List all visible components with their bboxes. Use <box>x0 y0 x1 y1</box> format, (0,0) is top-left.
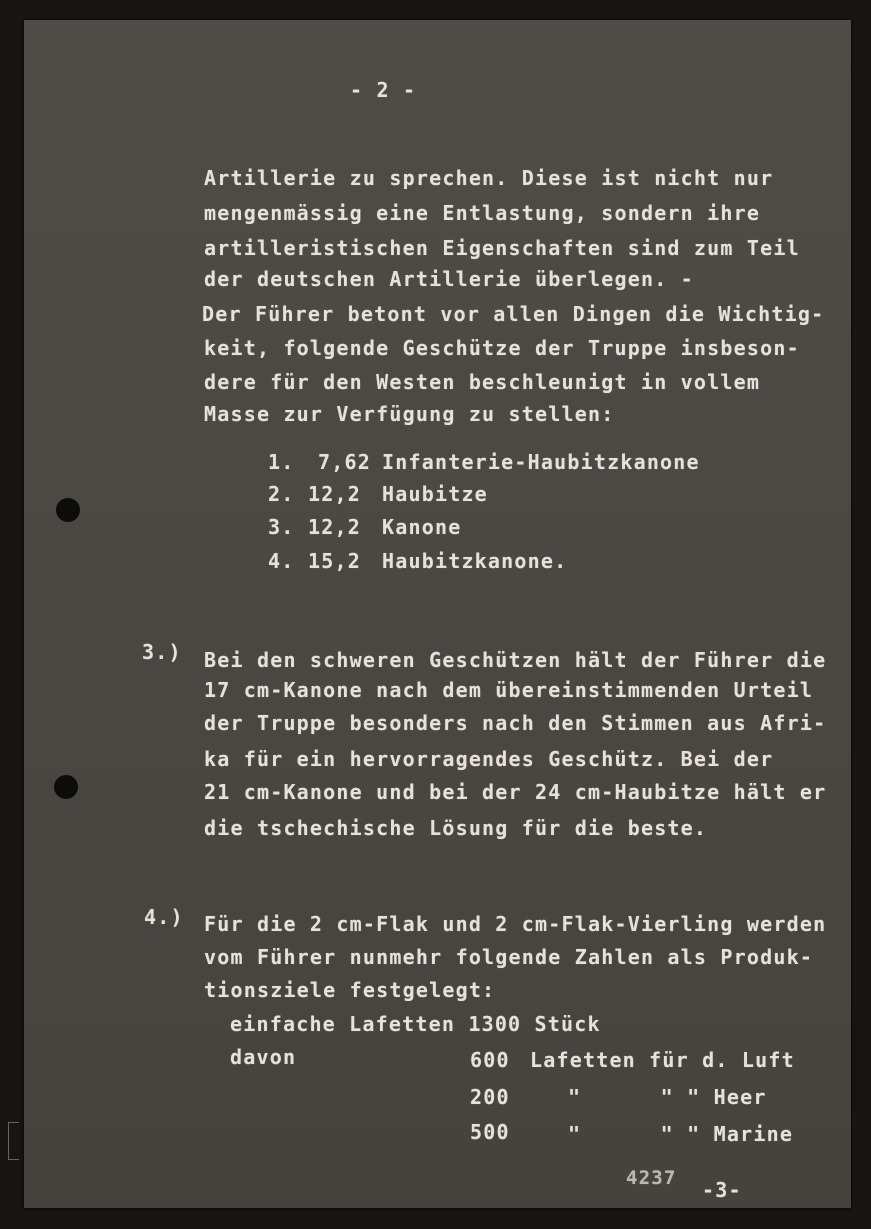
intro-line: dere für den Westen beschleunigt in vollem <box>204 370 761 394</box>
section-3-line: 17 cm-Kanone nach dem übereinstimmenden Urteil <box>204 678 814 702</box>
gun-name: Haubitzkanone. <box>382 549 568 573</box>
gun-name: Kanone <box>382 515 462 539</box>
punch-hole-bottom <box>54 775 78 799</box>
archive-stamp: 4237 <box>626 1167 677 1189</box>
gun-name: Haubitze <box>382 482 488 506</box>
gun-number: 1. <box>268 450 295 474</box>
intro-line: keit, folgende Geschütze der Truppe insbeson- <box>204 336 800 360</box>
production-qty: 600 <box>470 1048 510 1072</box>
section-3-line: Bei den schweren Geschützen hält der Führer die <box>204 648 827 672</box>
gun-caliber: 15,2 <box>308 549 361 573</box>
intro-line: Artillerie zu sprechen. Diese ist nicht nur <box>204 166 774 190</box>
gun-number: 2. <box>268 482 295 506</box>
gun-caliber: 7,62 <box>318 450 371 474</box>
section-3-line: 21 cm-Kanone und bei der 24 cm-Haubitze hält er <box>204 780 827 804</box>
section-4-line: tionsziele festgelegt: <box>204 978 496 1002</box>
intro-line: der deutschen Artillerie überlegen. - <box>204 267 694 291</box>
production-qty: 200 <box>470 1085 510 1109</box>
gun-number: 3. <box>268 515 295 539</box>
section-3-line: der Truppe besonders nach den Stimmen aus Afri- <box>204 711 827 735</box>
section-4-line: vom Führer nunmehr folgende Zahlen als Produk- <box>204 945 814 969</box>
binder-mark <box>8 1122 19 1160</box>
section-4-total: einfache Lafetten 1300 Stück <box>230 1012 601 1036</box>
section-4-davon: davon <box>230 1045 297 1069</box>
gun-number: 4. <box>268 549 295 573</box>
gun-name: Infanterie-Haubitzkanone <box>382 450 700 474</box>
section-3-line: ka für ein hervorragendes Geschütz. Bei der <box>204 747 774 771</box>
intro-line: Der Führer betont vor allen Dingen die Wichtig- <box>202 302 825 326</box>
production-text: Lafetten für d. Luft <box>530 1048 795 1072</box>
intro-line: artilleristischen Eigenschaften sind zum Teil <box>204 236 800 260</box>
intro-line: mengenmässig eine Entlastung, sondern ihre <box>204 201 761 225</box>
intro-line: Masse zur Verfügung zu stellen: <box>204 402 615 426</box>
section-4-line: Für die 2 cm-Flak und 2 cm-Flak-Vierling werden <box>204 912 827 936</box>
section-3-number: 3.) <box>142 640 182 664</box>
gun-caliber: 12,2 <box>308 482 361 506</box>
production-qty: 500 <box>470 1120 510 1144</box>
next-page-marker: -3- <box>702 1178 742 1202</box>
production-text: " " " Heer <box>568 1085 767 1109</box>
gun-caliber: 12,2 <box>308 515 361 539</box>
section-3-line: die tschechische Lösung für die beste. <box>204 816 708 840</box>
punch-hole-top <box>56 498 80 522</box>
production-text: " " " Marine <box>568 1122 794 1146</box>
section-4-number: 4.) <box>144 905 184 929</box>
page-number: - 2 - <box>350 78 417 102</box>
